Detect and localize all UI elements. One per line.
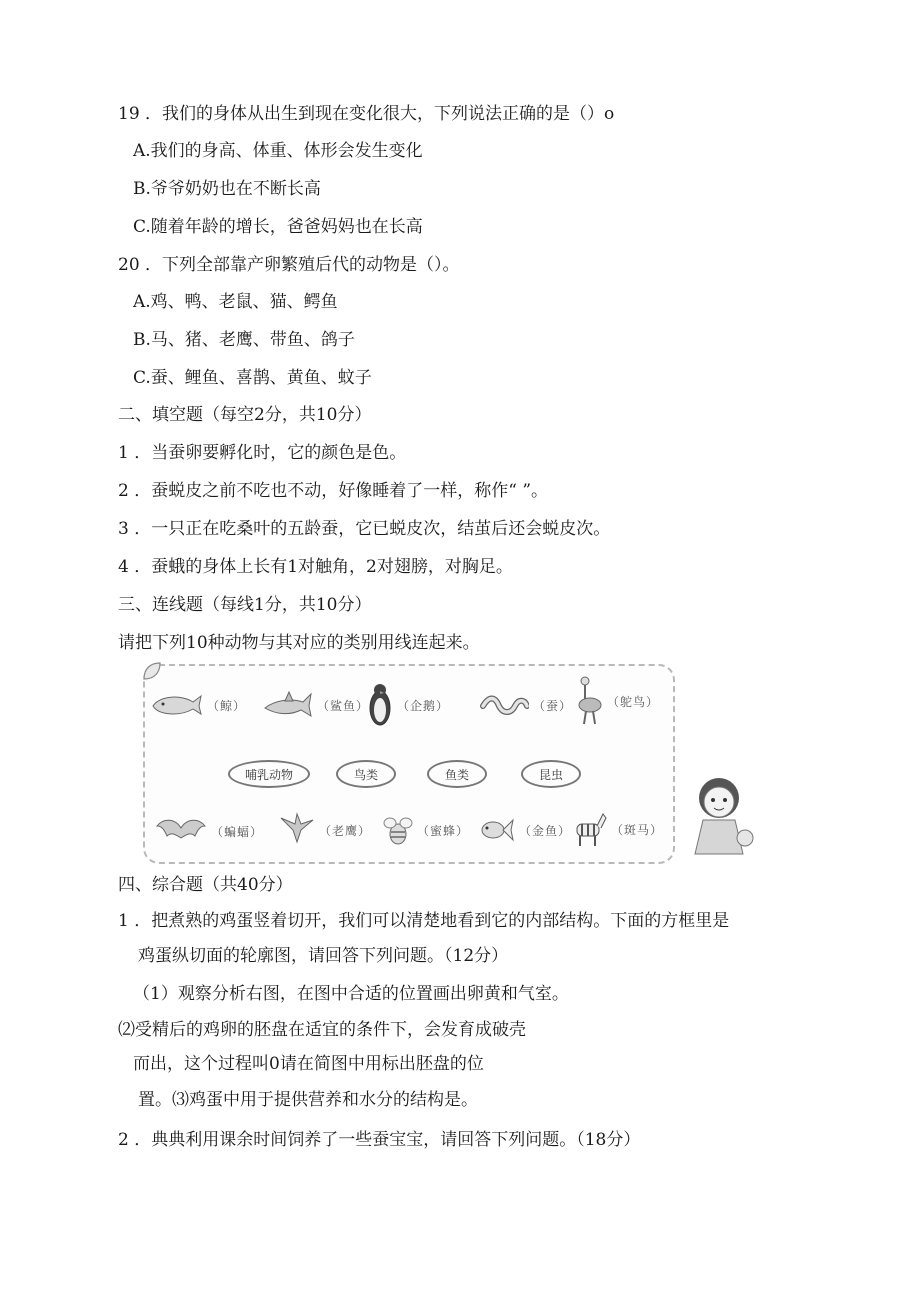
leaf-icon <box>141 660 163 682</box>
category-bird[interactable]: 鸟类 <box>336 760 396 788</box>
comprehensive-q1-sub2-line3: 置。⑶鸡蛋中用于提供营养和水分的结构是。 <box>138 1090 478 1110</box>
animal-label-eagle: （老鹰） <box>319 823 372 838</box>
question-20-option-c: C.蚕、鲤鱼、喜鹊、黄鱼、蚊子 <box>133 368 372 388</box>
animal-label-zebra: （斑马） <box>611 822 664 837</box>
section-2-title: 二、填空题（每空2分，共10分） <box>118 405 372 425</box>
question-20-stem: 20 ．下列全部靠产卵繁殖后代的动物是（）。 <box>118 255 460 275</box>
comprehensive-q1-line1: 1 ．把煮熟的鸡蛋竖着切开，我们可以清楚地看到它的内部结构。下面的方框里是 <box>118 911 730 931</box>
fill-blank-4: 4 ．蚕蛾的身体上长有1对触角，2对翅膀，对胸足。 <box>118 557 513 577</box>
fill-blank-1: 1 ．当蚕卵要孵化时，它的颜色是色。 <box>118 443 407 463</box>
question-19-option-a: A.我们的身高、体重、体形会发生变化 <box>133 141 423 161</box>
animal-label-penguin: （企鹅） <box>397 698 450 713</box>
question-20-option-a: A.鸡、鸭、老鼠、猫、鳄鱼 <box>133 292 338 312</box>
comprehensive-q1-sub2-line1: ⑵受精后的鸡卵的胚盘在适宜的条件下，会发育成破壳 <box>118 1020 526 1040</box>
animal-shark <box>263 690 369 720</box>
category-fish[interactable]: 鱼类 <box>427 760 487 788</box>
animal-label-shark: （鲨鱼） <box>317 698 370 713</box>
animal-bat <box>155 816 263 846</box>
goldfish-icon <box>479 816 515 844</box>
comprehensive-q2: 2 ．典典利用课余时间饲养了一些蚕宝宝，请回答下列问题。（18分） <box>118 1130 641 1150</box>
animal-eagle <box>279 812 371 848</box>
animal-bee <box>383 814 469 846</box>
bat-icon <box>155 816 207 846</box>
category-insect[interactable]: 昆虫 <box>521 760 581 788</box>
comprehensive-q1-line2: 鸡蛋纵切面的轮廓图，请回答下列问题。（12分） <box>138 946 509 966</box>
section-3-title: 三、连线题（每线1分，共10分） <box>118 595 372 615</box>
matching-figure <box>143 664 762 862</box>
fill-blank-3: 3 ．一只正在吃桑叶的五龄蚕，它已蜕皮次，结茧后还会蜕皮次。 <box>118 519 611 539</box>
animal-penguin <box>367 682 449 728</box>
bee-icon <box>383 814 413 846</box>
question-19-stem: 19 ．我们的身体从出生到现在变化很大，下列说法正确的是（）o <box>118 104 615 124</box>
shark-icon <box>263 690 313 720</box>
animal-whale <box>151 692 246 718</box>
animal-zebra <box>573 810 663 848</box>
animal-label-ostrich: （鸵鸟） <box>607 694 660 709</box>
animal-label-whale: （鲸） <box>207 698 247 713</box>
section-4-title: 四、综合题（共40分） <box>118 875 293 895</box>
animal-label-silkworm: （蚕） <box>533 698 573 713</box>
comprehensive-q1-sub1: （1）观察分析右图，在图中合适的位置画出卵黄和气室。 <box>133 984 569 1004</box>
cartoon-girl-icon <box>683 772 759 860</box>
animal-ostrich <box>575 676 659 726</box>
question-20-option-b: B.马、猪、老鹰、带鱼、鸽子 <box>133 330 355 350</box>
fill-blank-2: 2 ．蚕蜕皮之前不吃也不动，好像睡着了一样，称作“ ”。 <box>118 481 549 501</box>
ostrich-icon <box>575 676 603 726</box>
category-mammal[interactable]: 哺乳动物 <box>228 760 310 788</box>
penguin-icon <box>367 682 393 728</box>
eagle-icon <box>279 812 315 848</box>
question-19-option-c: C.随着年龄的增长，爸爸妈妈也在长高 <box>133 217 423 237</box>
question-19-option-b: B.爷爷奶奶也在不断长高 <box>133 179 321 199</box>
animal-goldfish <box>479 816 571 844</box>
comprehensive-q1-sub2-line2: 而出，这个过程叫0请在简图中用标出胚盘的位 <box>133 1054 484 1074</box>
silkworm-icon <box>479 692 529 718</box>
animal-label-goldfish: （金鱼） <box>519 823 572 838</box>
animal-silkworm <box>479 692 572 718</box>
animal-label-bat: （蝙蝠） <box>211 824 264 839</box>
animal-label-bee: （蜜蜂） <box>417 823 470 838</box>
zebra-icon <box>573 810 607 848</box>
matching-instruction: 请把下列10种动物与其对应的类别用线连起来。 <box>118 633 480 653</box>
whale-icon <box>151 692 203 718</box>
